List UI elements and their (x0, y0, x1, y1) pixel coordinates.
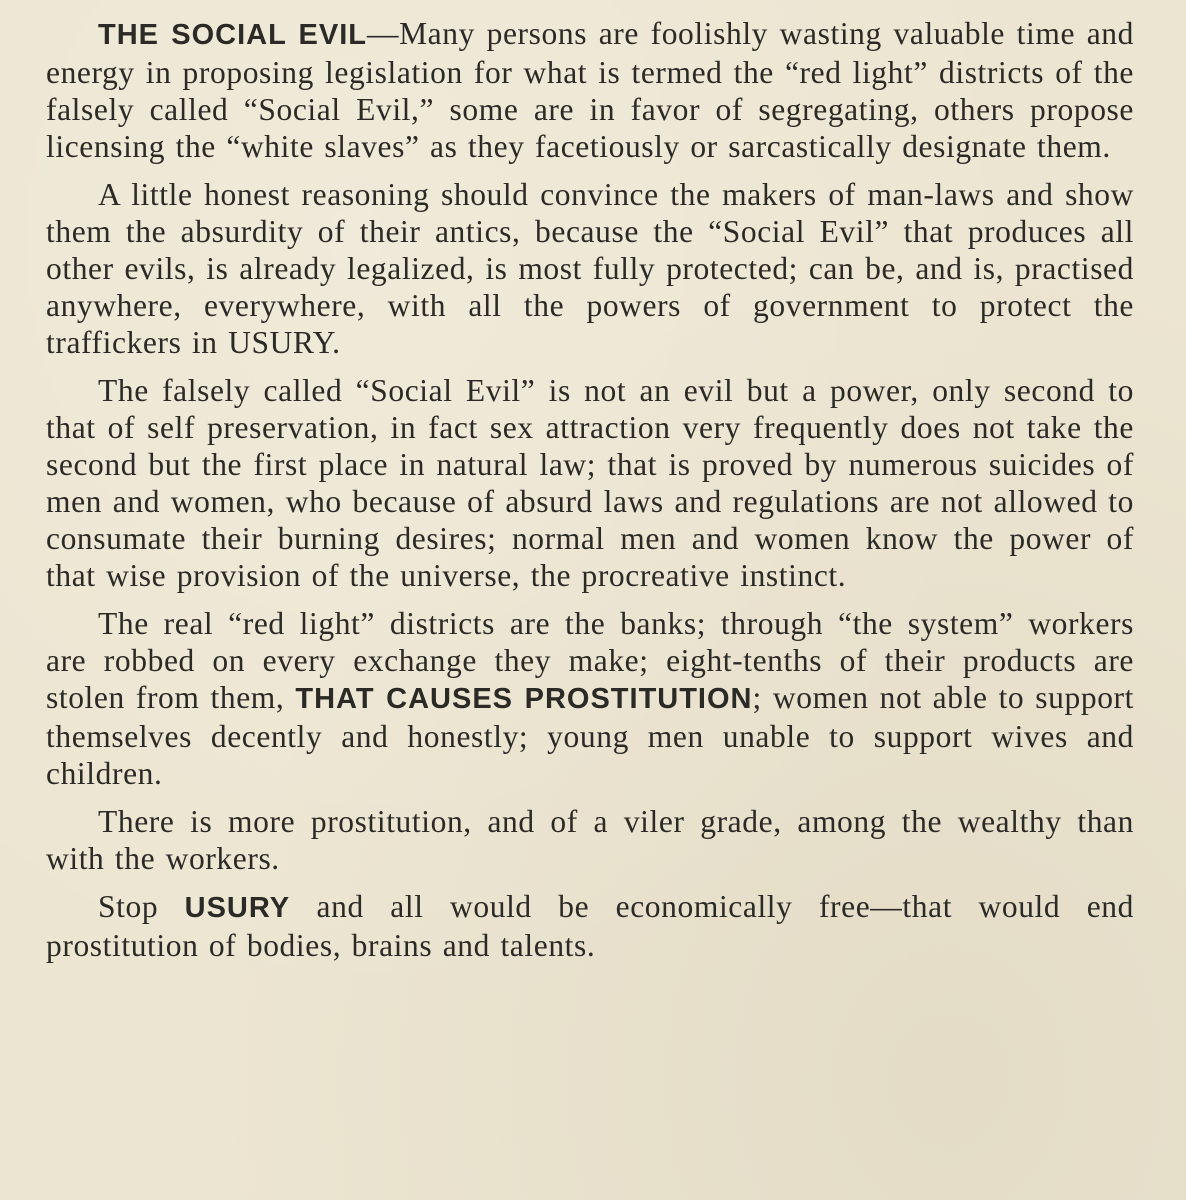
paragraph-4-text-start: The real “red light” districts are the banks; through “the system” workers are robbed on every exchange they make; eight-tenths of their products are stolen from them, (46, 606, 1134, 715)
paragraph-4-text-end: ; women not able to support themselves decently and honestly; young men unable to support wives and children. (46, 680, 1134, 791)
article-heading: THE SOCIAL EVIL (98, 19, 367, 51)
paragraph-6 (46, 888, 1134, 964)
paragraph-6-text-start: Stop (98, 889, 185, 924)
paragraph-2: A little honest reasoning should convince the makers of man-laws and show them the absurdity of their antics, because the “Social Evil” that produces all other evils, is already legalized, is most fully protected; can be, and is, practised anywhere, everywhere, with all the powers of government to protect the traffickers in USURY. (46, 177, 1134, 360)
article-body (46, 15, 1134, 964)
paragraph-6-text-end: and all would be economically free—that would end prostitution of bodies, brains and talents. (46, 889, 1134, 963)
paragraph-1-text: —Many persons are foolishly wasting valuable time and energy in proposing legislation for what is termed the “red light” districts of the falsely called “Social Evil,” some are in favor of segregating, others propose licensing the “white slaves” as they facetiously or sarcastically designate them. (46, 16, 1134, 164)
paragraph-6-emphasis: USURY (184, 892, 291, 924)
paragraph-5: There is more prostitution, and of a viler grade, among the wealthy than with the workers. (46, 804, 1134, 876)
paragraph-1 (46, 15, 1134, 165)
paragraph-4 (46, 605, 1134, 792)
paragraph-4-emphasis: THAT CAUSES PROSTITUTION (295, 683, 753, 715)
paragraph-3: The falsely called “Social Evil” is not an evil but a power, only second to that of self preservation, in fact sex attraction very frequently does not take the second but the first place in natural law; that is proved by numerous suicides of men and women, who because of absurd laws and regulations are not allowed to consumate their burning desires; normal men and women know the power of that wise provision of the universe, the procreative instinct. (46, 373, 1134, 593)
